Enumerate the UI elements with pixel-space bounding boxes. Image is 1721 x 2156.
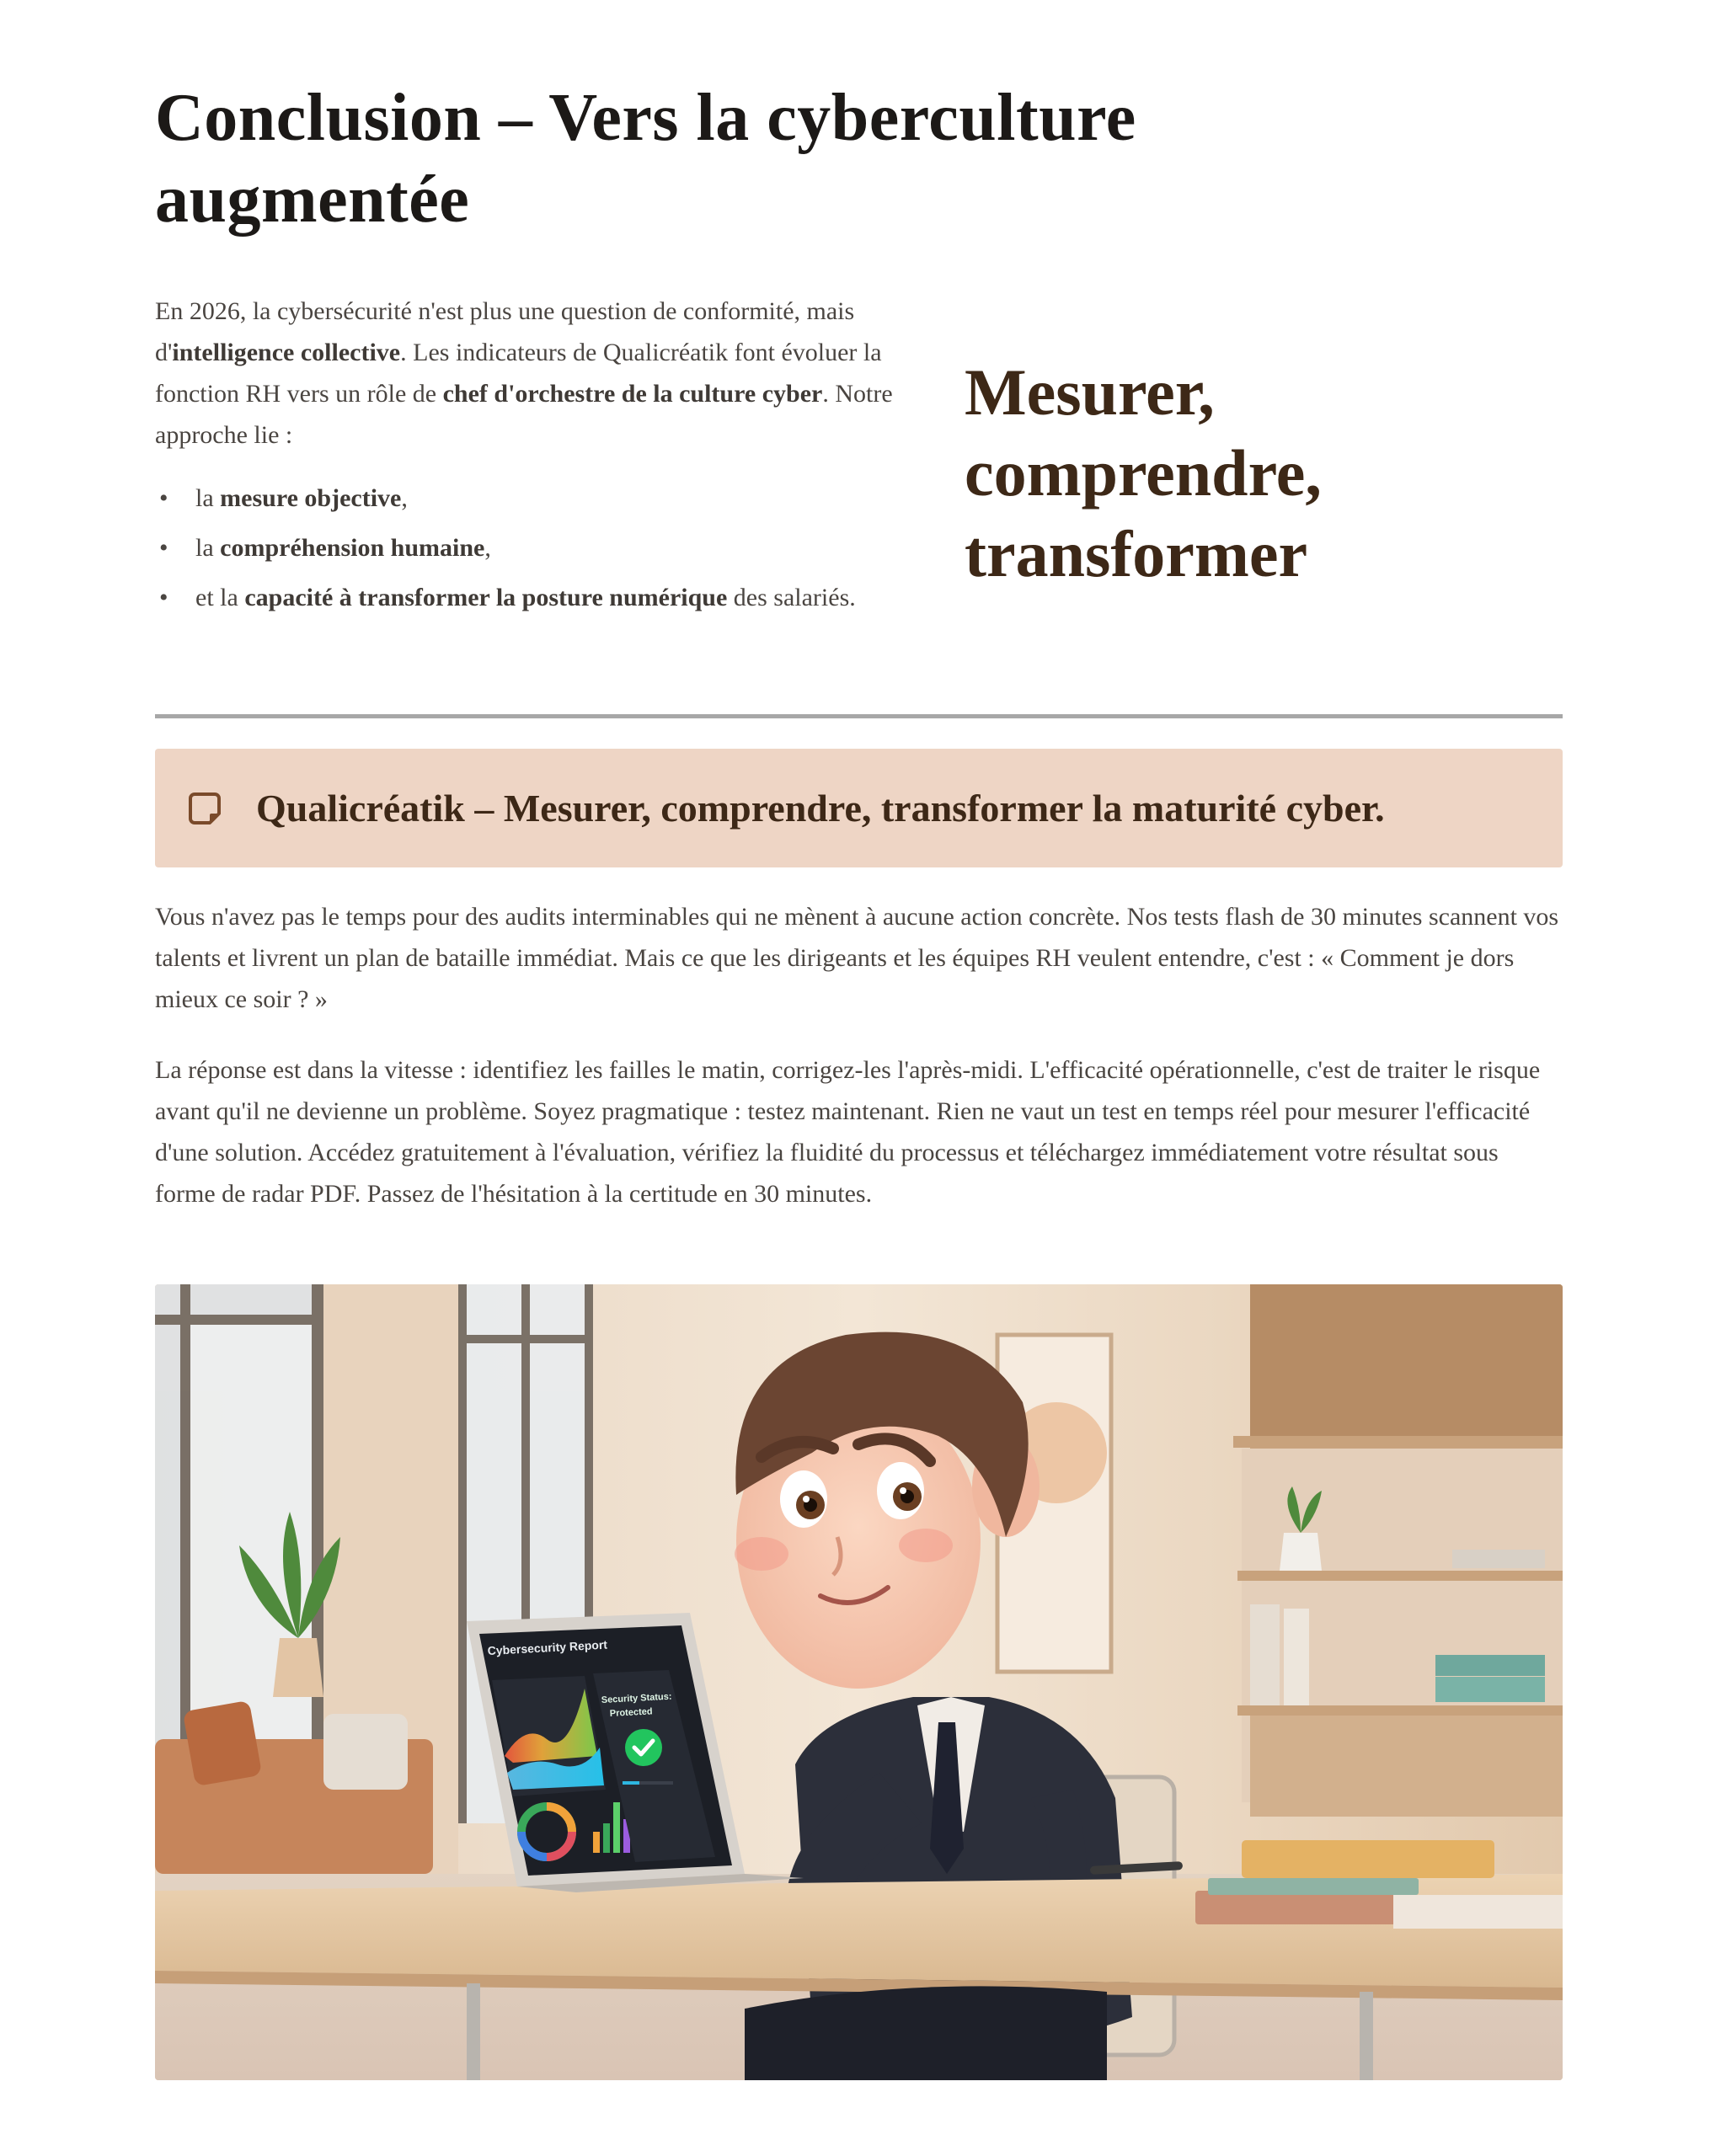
- intro-bold-text: intelligence collective: [172, 339, 401, 366]
- bullet-icon: •: [159, 484, 168, 512]
- laptop-title: Cybersecurity Report: [487, 1637, 608, 1657]
- list-item-text: et la: [195, 584, 245, 611]
- security-status-label: Security Status:: [601, 1691, 672, 1705]
- security-status-value: Protected: [609, 1706, 653, 1719]
- body-paragraph: Vous n'avez pas le temps pour des audits interminables qui ne mènent à aucune action concrète. Nos tests flash de 30 minutes scannent vos talents et livrent un plan de bataille immédiat. Mais ce que les dirigeants et les équipes RH veulent entendre, c'est : « Comment je dors mieux ce soir ? »: [155, 903, 1559, 1013]
- intro-paragraph: [155, 291, 896, 456]
- list-item-bold: capacité à transformer la posture numérique: [244, 584, 728, 611]
- hero-illustration: [155, 1284, 1563, 2080]
- intro-column: [155, 291, 896, 627]
- list-item: [155, 527, 896, 568]
- intro-text: . Les indicateurs de Qualicréatik font évoluer la fonction RH vers un rôle de: [155, 339, 882, 408]
- list-item-text: ,: [484, 534, 491, 562]
- callout-box: [155, 749, 1563, 867]
- section-divider: [155, 714, 1563, 718]
- intro-bold-text: chef d'orchestre de la culture cyber: [442, 380, 823, 408]
- list-item-text: la: [195, 484, 221, 512]
- bullet-icon: •: [159, 584, 168, 611]
- page-title: Conclusion – Vers la cyberculture augmentée: [155, 81, 1136, 237]
- list-item-bold: mesure objective: [220, 484, 402, 512]
- office-scene: [155, 1284, 1563, 2080]
- list-item-text: la: [195, 534, 221, 562]
- callout-text: Qualicréatik – Mesurer, comprendre, transformer la maturité cyber.: [256, 787, 1385, 830]
- approach-list: [155, 478, 896, 618]
- pull-quote-heading: Mesurer, comprendre, transformer: [965, 355, 1322, 590]
- body-paragraph: La réponse est dans la vitesse : identifiez les failles le matin, corrigez-les l'après-midi. L'efficacité opérationnelle, c'est de traiter le risque avant qu'il ne devienne un problème. Soyez pragmatique : testez maintenant. Rien ne vaut un test en temps réel pour mesurer l'efficacité d'une solution. Accédez gratuitement à l'évaluation, vérifiez la fluidité du processus et téléchargez immédiatement votre résultat sous forme de radar PDF. Passez de l'hésitation à la certitude en 30 minutes.: [155, 1056, 1541, 1208]
- intro-text: En 2026, la cybersécurité n'est plus une question de conformité, mais d': [155, 297, 855, 366]
- list-item-text: des salariés.: [727, 584, 856, 611]
- list-item: [155, 478, 896, 519]
- bullet-icon: •: [159, 534, 168, 562]
- list-item-text: ,: [401, 484, 408, 512]
- intro-text: . Notre approche lie :: [155, 380, 893, 449]
- list-item: [155, 577, 896, 618]
- list-item-bold: compréhension humaine: [220, 534, 485, 562]
- sticky-note-icon: [187, 791, 222, 826]
